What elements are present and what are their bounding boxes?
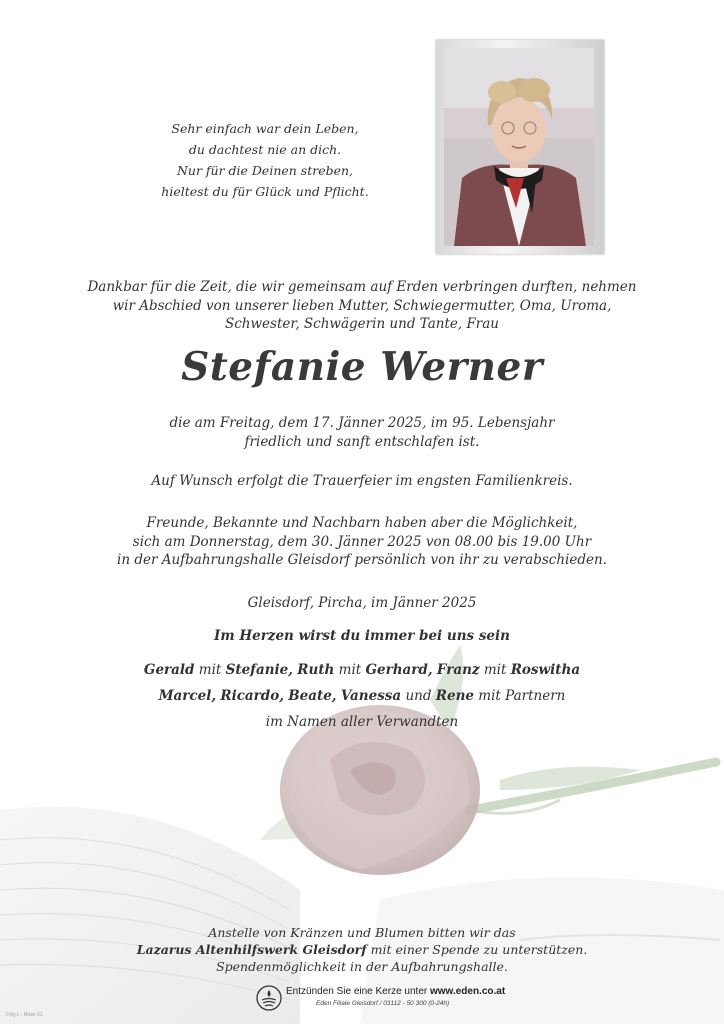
family-connector: mit Partnern xyxy=(478,688,566,704)
family-name: Franz xyxy=(436,662,480,678)
poem-line: du dachtest nie an dich. xyxy=(188,142,342,157)
family-connector: und xyxy=(405,688,432,704)
death-line: die am Freitag, dem 17. Jänner 2025, im 95. Lebensjahr xyxy=(169,415,555,431)
farewell-line: Freunde, Bekannte und Nachbarn haben aber die Möglichkeit, xyxy=(146,515,578,531)
motto: Im Herzen wirst du immer bei uns sein xyxy=(214,628,510,644)
eden-branch-info: Eden Filiale Gleisdorf / 03112 - 50 300 (0-24h) xyxy=(316,1000,450,1007)
family-line-3: im Namen aller Verwandten xyxy=(265,714,459,730)
farewell-info xyxy=(60,514,664,570)
family-name: Gerhard, xyxy=(365,662,433,678)
donation-text: mit einer Spende zu unterstützen. xyxy=(366,942,588,957)
ceremony-line: Auf Wunsch erfolgt die Trauerfeier im engsten Familienkreis. xyxy=(151,473,573,489)
family-line-2 xyxy=(60,688,664,704)
family-name: Ruth xyxy=(297,662,335,678)
place-date xyxy=(60,594,664,613)
family-name: Ricardo, xyxy=(220,688,284,704)
intro-line: Dankbar für die Zeit, die wir gemeinsam auf Erden verbringen durften, nehmen xyxy=(87,279,637,295)
intro-line: wir Abschied von unserer lieben Mutter, Schwiegermutter, Oma, Uroma, xyxy=(112,297,612,314)
family-name: Roswitha xyxy=(510,662,581,678)
family-name: Rene xyxy=(435,688,474,704)
death-notice xyxy=(60,414,664,451)
donation-line: Spendenmöglichkeit in der Aufbahrungshalle. xyxy=(216,959,508,974)
ceremony-note xyxy=(60,472,664,491)
family-line-1 xyxy=(60,662,664,678)
eden-url-link[interactable]: www.eden.co.at xyxy=(429,986,506,997)
family-name: Marcel, xyxy=(158,688,217,704)
donation-line xyxy=(60,941,664,958)
family-name: Vanessa xyxy=(340,688,402,704)
intro-text xyxy=(60,278,664,334)
farewell-line: sich am Donnerstag, dem 30. Jänner 2025 von 08.00 bis 19.00 Uhr xyxy=(132,533,592,550)
death-line: friedlich und sanft entschlafen ist. xyxy=(244,433,480,450)
eden-prompt: Entzünden Sie eine Kerze unter xyxy=(286,986,430,997)
eden-branding xyxy=(256,985,516,1015)
poem-line: Sehr einfach war dein Leben, xyxy=(171,121,359,136)
farewell-line: in der Aufbahrungshalle Gleisdorf persönlich von ihr zu verabschieden. xyxy=(117,552,607,568)
portrait-icon xyxy=(444,48,594,246)
donation-line: Anstelle von Kränzen und Blumen bitten wir das xyxy=(208,925,516,940)
family-name: Gerald xyxy=(143,662,195,678)
reference-code: 0 by L - Rose 01 xyxy=(6,1012,43,1018)
family-name: Stefanie, xyxy=(225,662,293,678)
charity-name: Lazarus Altenhilfswerk Gleisdorf xyxy=(136,942,367,957)
eden-candle-text xyxy=(286,986,505,997)
intro-line: Schwester, Schwägerin und Tante, Frau xyxy=(224,316,500,332)
eden-candle-logo-icon xyxy=(256,985,282,1011)
family-connector: mit xyxy=(338,662,362,678)
donation-note xyxy=(60,924,664,975)
poem-line: hieltest du für Glück und Pflicht. xyxy=(161,184,369,199)
family-connector: mit xyxy=(483,662,507,678)
family-name: Beate, xyxy=(288,688,337,704)
poem-line: Nur für die Deinen streben, xyxy=(176,163,354,178)
deceased-name: Stefanie Werner xyxy=(181,344,543,390)
portrait-photo xyxy=(444,48,594,246)
family-connector: mit xyxy=(198,662,222,678)
poem xyxy=(150,118,380,202)
place-date-line: Gleisdorf, Pircha, im Jänner 2025 xyxy=(247,595,477,611)
